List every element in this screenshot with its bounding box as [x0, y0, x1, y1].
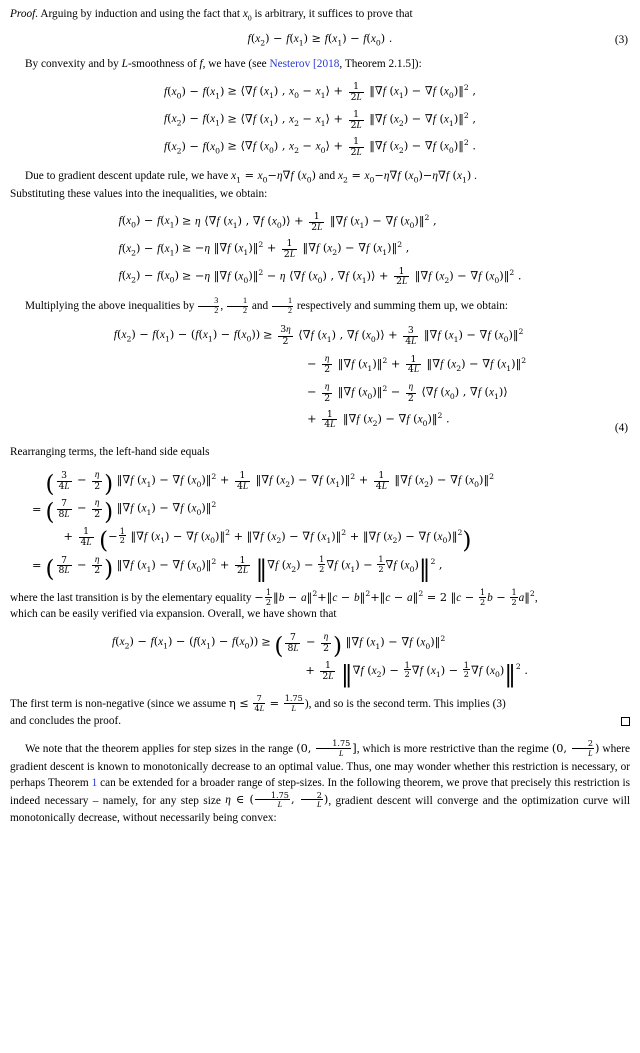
inequality-row: $f(x_2) - f(x_1)$ ≥ −η ‖∇f $(x_1)‖^2$ + $\frac{1}{2L}$ ‖∇f $(x_2) - \nabla f$ $(x_1)‖^2$ ,	[118, 238, 410, 260]
inequality-row: $f(x_2) - f(x_1)$ ≥ ⟨∇f $(x_1)$ , $x_2$ − $x_1⟩$ + $\frac{1}{2L}$ ‖∇f $(x_2) - \nabla f$ $(x_1)‖^2$ ,	[164, 108, 476, 131]
convexity-pre: By convexity and by	[25, 58, 122, 71]
rearranging-text: Rearranging terms, the left-hand side equals	[10, 446, 210, 458]
convexity-L: L	[121, 58, 128, 71]
last-transition-pre: where the last transition is by the elementary equality	[10, 591, 255, 604]
equation-4-row: − $\frac{\eta}{2}$ ‖∇f $(x_0)‖^2$ − $\frac{\eta}{2}$ ⟨∇f $(x_0)$ , ∇f $(x_1)⟩$	[307, 382, 508, 404]
last-transition-line2: which can be easily verified via expansion. Overall, we have shown that	[10, 608, 337, 621]
derivation-row: + $\frac{1}{4L}$ (− $\frac{1}{2}$ ‖∇f $(x_1) - \nabla f$ $(x_0)‖^2$ + ‖∇f $(x_2) - \nabla f$ $(x_1)‖^2$ + ‖∇f $(x_2) - \nabla f$ $(x_0)‖^2$)	[63, 525, 472, 554]
inequality-row: $f(x_2) - f(x_0)$ ≥ ⟨∇f $(x_0)$ , $x_2$ − $x_0⟩$ + $\frac{1}{2L}$ ‖∇f $(x_2) - \nabla f$ $(x_0)‖^2$ .	[164, 136, 476, 158]
note-6: can be extended for a broader range	[97, 776, 263, 789]
final-mid: ), and so is the second term. This implies (3)	[304, 698, 506, 711]
multiply-post: respectively and summing them up, we obtain:	[294, 300, 509, 313]
multiply-pre: Multiplying the above inequalities by	[25, 300, 198, 313]
equation-4-row: + $\frac{1}{4L}$ ‖∇f $(x_2) - \nabla f$ $(x_0)‖^2$ .	[307, 408, 450, 431]
convexity-inequalities	[164, 79, 476, 161]
equation-3: $f(x_2) - f(x_1) \ge f(x_1) - f(x_0)$ . (3)	[247, 32, 628, 48]
inequality-row: $f(x_0) - f(x_1)$ ≥ ⟨∇f $(x_1)$ , $x_0$ − $x_1⟩$ + $\frac{1}{2L}$ ‖∇f $(x_1) - \nabla f$ $(x_0)‖^2$ ,	[164, 81, 476, 104]
qed-box	[621, 717, 630, 726]
note-1: We note that the theorem applies for step sizes in the range	[25, 743, 297, 756]
gd-text-4: Substituting these values into the inequalities, we obtain:	[10, 187, 268, 200]
note-10: decrease, without necessarily being convex:	[78, 811, 277, 824]
last-transition-paragraph: where the last transition is by the elementary equality − $\frac{1}{2}$ ‖b − a‖$^2$+‖c − b‖$^2$+‖c − a‖$^2$ = 2 ‖c − $\frac{1}{2}$ b − $\frac{1}{2}$ a‖$^2$, which can be easily verified via expansion. Overall, we have shown that	[10, 587, 538, 621]
equation-4-tag: (4)	[614, 422, 628, 434]
gd-text-2: and	[316, 169, 338, 182]
gd-text-3: .	[471, 169, 477, 182]
last-transition-post: ,	[534, 591, 538, 604]
proof-intro-post: is arbitrary, it suffices to prove that	[251, 8, 413, 20]
proof-intro-pre: Arguing by induction and using the fact that	[40, 8, 243, 20]
note-7: of step-sizes. In the following theorem, we prove that precisely this restriction is indeed necessary – namely,	[10, 776, 631, 807]
multiplying-paragraph: Multiplying the above inequalities by $\frac{3}{2}$ , $\frac{1}{2}$ and $\frac{1}{2}$ respectively and summing them up, we obtain:	[25, 296, 509, 315]
final-display-block	[112, 629, 528, 688]
inequality-row: $f(x_0) - f(x_1)$ ≥ η ⟨∇f $(x_1)$ , ∇f $(x_0)⟩$ + $\frac{1}{2L}$ ‖∇f $(x_1) - \nabla f$ $(x_0)‖^2$ ,	[118, 210, 437, 233]
note-4: where gradient descent is known to monotonically decrease to an optimal value. Thus, one	[10, 743, 631, 773]
proof-intro-paragraph: Proof. Arguing by induction and using the fact that $x_0$ is arbitrary, it suffices to prove that	[10, 8, 413, 23]
note-9: , gradient descent will converge and the optimization curve will monotonically	[10, 794, 631, 824]
final-display-row: + $\frac{1}{2L}$ ‖∇f $(x_2)$ − $\frac{1}{2}$ ∇f $(x_1)$ − $\frac{1}{2}$ ∇f $(x_0)‖^2$ .	[305, 659, 528, 688]
note-3: regime	[517, 743, 552, 756]
closing-note-paragraph: We note that the theorem applies for step sizes in the range (0, $\frac{1.75}{L}$ ], which is more restrictive than the regime (0, $\frac{2}{L}$ ) where gradient descent is known to monotonically decrease to an optimal value. Thus, one may wonder whether this restriction is necessary, or perhaps Theorem 1 can be extended for a broader range of step-sizes. In the following theorem, we prove that precisely this restriction is indeed necessary – namely, for any step size η ∈ ( $\frac{1.75}{L}$ , $\frac{2}{L}$ ), gradient descent will converge and the optimization curve will monotonically decrease, without necessarily being convex:	[10, 738, 631, 824]
equation-4-row: $f(x_2) - f(x_1) - (f(x_1) - f(x_0))$ ≥ $\frac{3\eta}{2}$ ⟨∇f $(x_1)$ , ∇f $(x_0)⟩$ + $\frac{3}{4L}$ ‖∇f $(x_1) - \nabla f$ $(x_0)‖^2$	[113, 324, 524, 347]
derivation-row: = ( $\frac{7}{8L}$ − $\frac{\eta}{2}$ ) ‖∇f $(x_1) - \nabla f$ $(x_0)‖^2$	[32, 498, 217, 527]
convexity-f: f	[199, 58, 203, 71]
convexity-post: , we have (see	[202, 58, 270, 71]
final-display-row: $f(x_2) - f(x_1) - (f(x_1) - f(x_0))$ ≥ ( $\frac{7}{8L}$ − $\frac{\eta}{2}$ ) ‖∇f $(x_1) - \nabla f$ $(x_0)‖^2$	[112, 632, 446, 660]
equation-4-block	[114, 322, 526, 434]
citation-year-link[interactable]: [2018	[313, 58, 340, 71]
theorem-1-link[interactable]: 1	[91, 776, 98, 789]
derivation-row: ( $\frac{3}{4L}$ − $\frac{\eta}{2}$ ) ‖∇f $(x_1) - \nabla f$ $(x_0)‖^2$ + $\frac{1}{4L}$ ‖∇f $(x_2) - \nabla f$ $(x_1)‖^2$ + $\frac{1}{4L}$ ‖∇f $(x_2) - \nabla f$ $(x_0)‖^2$	[45, 470, 494, 498]
eta-bound-left: η ≤	[228, 697, 249, 711]
first-term-paragraph: The first term is non-negative (since we assume η ≤ $\frac{7}{4L}$ = $\frac{1.75}{L}$ ), and so is the second term. This implies (3) and concludes the proof.	[10, 694, 630, 729]
gd-update-paragraph: Due to gradient descent update rule, we have $x_1 = x_0-\eta\nabla f$ $(x_0)$ and $x_2 = x_0-\eta\nabla f$ $(x_0)-\eta\nabla f$ $(x_1)$ . Substituting these values into the inequalities, we obtain:	[10, 168, 477, 200]
note-5: may wonder whether this restriction is necessary, or perhaps Theorem	[10, 760, 631, 789]
derivation-block	[32, 467, 494, 583]
gd-text-1: Due to gradient descent update rule, we have	[25, 169, 232, 182]
inequality-row: $f(x_2) - f(x_0)$ ≥ −η ‖∇f $(x_0)‖^2 - \eta$ ⟨∇f $(x_0)$ , ∇f $(x_1)⟩$ + $\frac{1}{2L}$ ‖∇f $(x_2) - \nabla f$ $(x_0)‖^2$ .	[118, 265, 522, 288]
citation-author-link[interactable]: Nesterov	[269, 58, 311, 71]
multiply-mid: and	[249, 300, 271, 313]
equation-3-tag: (3)	[614, 34, 628, 47]
substituted-inequalities	[119, 209, 522, 291]
rearranging-paragraph	[10, 444, 630, 460]
proof-label: Proof.	[10, 8, 39, 20]
equation-4-row: − $\frac{\eta}{2}$ ‖∇f $(x_1)‖^2$ + $\frac{1}{4L}$ ‖∇f $(x_2) - \nabla f$ $(x_1)‖^2$	[307, 353, 527, 376]
citation-rest: , Theorem 2.1.5]):	[339, 58, 422, 71]
note-2: , which is more restrictive than the	[356, 743, 515, 756]
note-8: for any step size	[142, 794, 226, 807]
final-post: and concludes the proof.	[10, 715, 122, 728]
convexity-mid: -smoothness of	[127, 58, 200, 71]
final-pre: The first term is non-negative (since we assume	[10, 698, 229, 711]
convexity-paragraph	[10, 56, 630, 72]
derivation-row: = ( $\frac{7}{8L}$ − $\frac{\eta}{2}$ ) ‖∇f $(x_1) - \nabla f$ $(x_0)‖^2$ + $\frac{1}{2L}$ ‖∇f $(x_2)$ − $\frac{1}{2}$ ∇f $(x_1)$ − $\frac{1}{2}$ ∇f $(x_0)‖^2$ ,	[32, 554, 443, 583]
